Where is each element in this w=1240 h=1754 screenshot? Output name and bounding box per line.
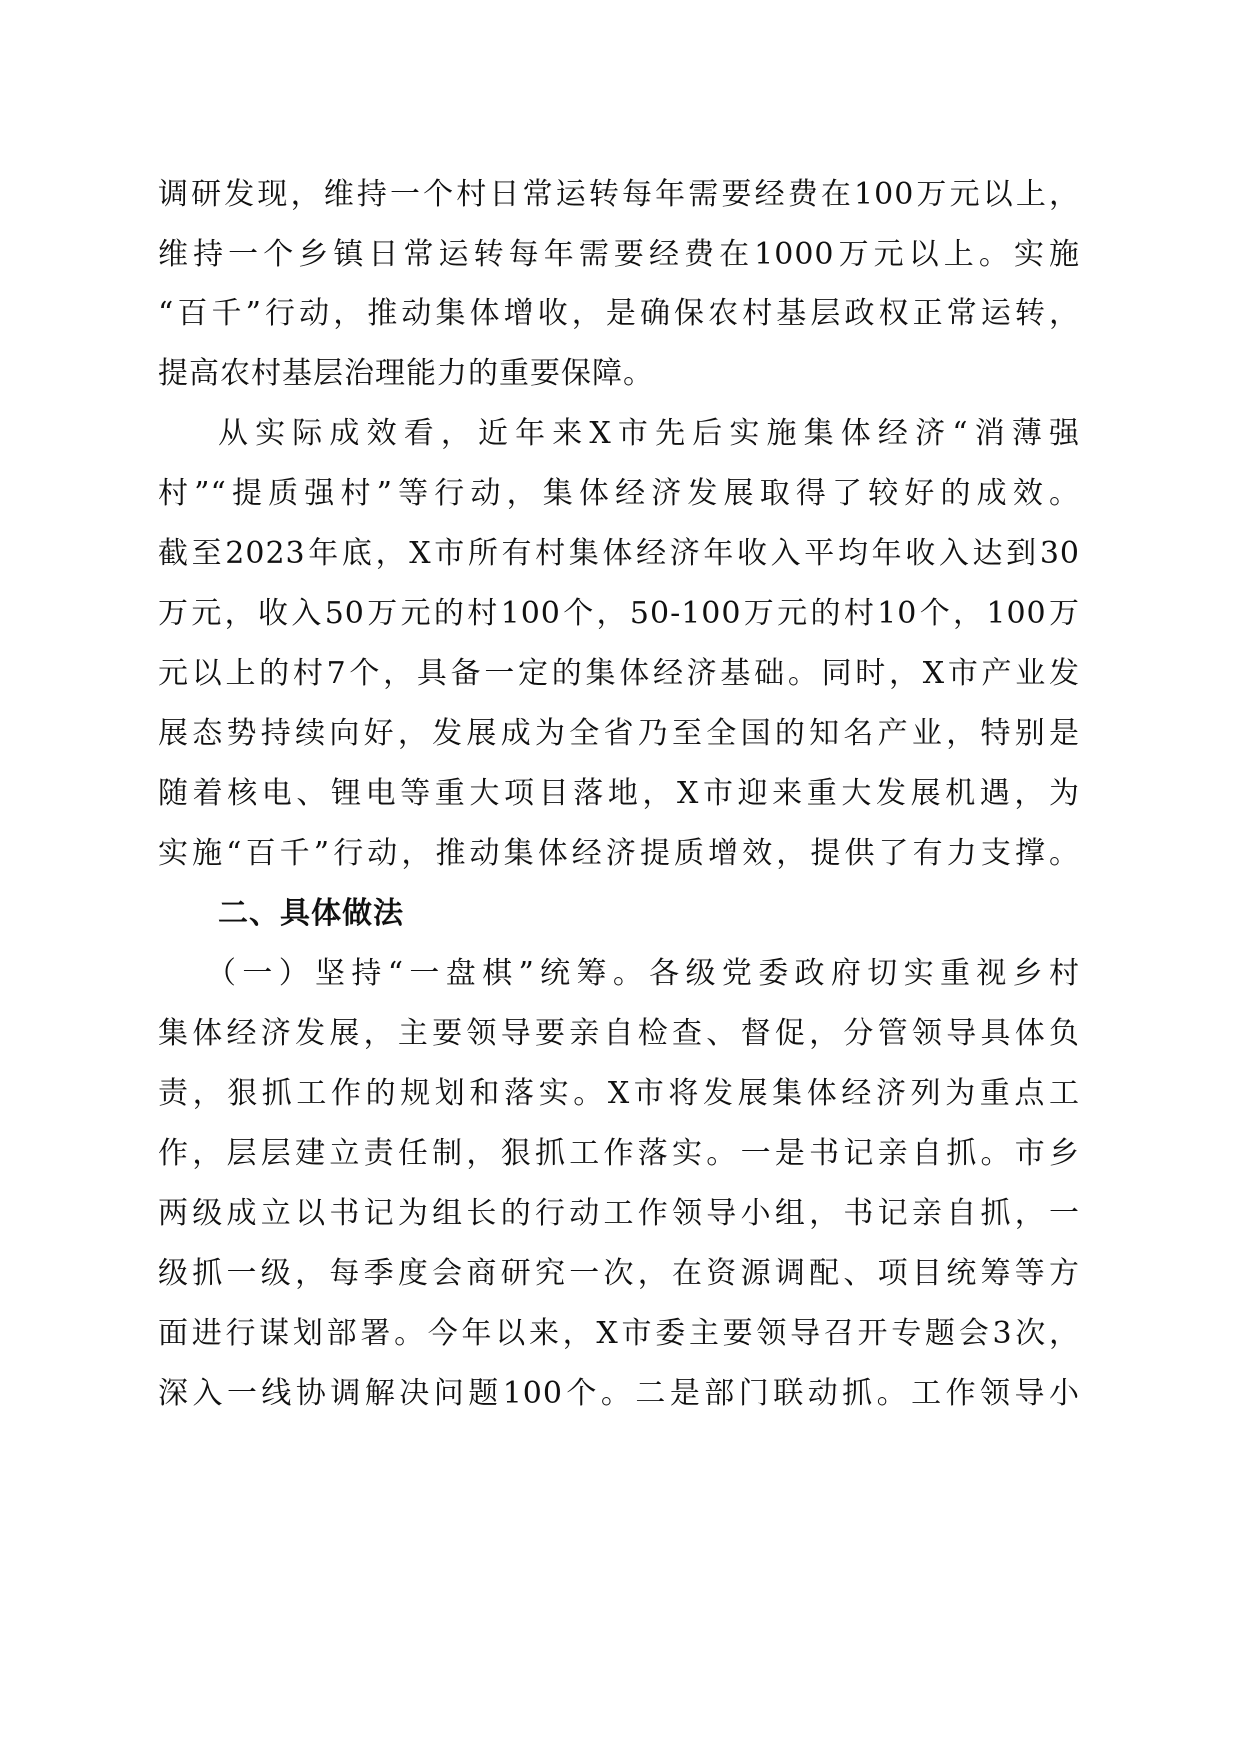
paragraph-2-line-3: 截至2023年底，X市所有村集体经济年收入平均年收入达到30 (158, 536, 1080, 571)
paragraph-1-line-1: 调研发现，维持一个村日常运转每年需要经费在100万元以上， (158, 177, 1080, 212)
paragraph-3-line-4: 作，层层建立责任制，狠抓工作落实。一是书记亲自抓。市乡 (158, 1136, 1080, 1171)
section-heading: 二、具体做法 (218, 896, 404, 931)
paragraph-3-line-2: 集体经济发展，主要领导要亲自检查、督促，分管领导具体负 (158, 1016, 1080, 1051)
paragraph-3-line-5: 两级成立以书记为组长的行动工作领导小组，书记亲自抓，一 (158, 1196, 1080, 1231)
paragraph-2-line-1: 从实际成效看，近年来X市先后实施集体经济“消薄强 (218, 416, 1080, 451)
paragraph-2-line-5: 元以上的村7个，具备一定的集体经济基础。同时，X市产业发 (158, 656, 1080, 691)
paragraph-3-line-6: 级抓一级，每季度会商研究一次，在资源调配、项目统筹等方 (158, 1256, 1080, 1291)
paragraph-2-line-2: 村”“提质强村”等行动，集体经济发展取得了较好的成效。 (158, 476, 1080, 511)
paragraph-3-line-8: 深入一线协调解决问题100个。二是部门联动抓。工作领导小 (158, 1376, 1080, 1411)
paragraph-3-line-7: 面进行谋划部署。今年以来，X市委主要领导召开专题会3次， (158, 1316, 1080, 1351)
paragraph-2-line-4: 万元，收入50万元的村100个，50-100万元的村10个，100万 (158, 596, 1080, 631)
paragraph-3-line-1: （一）坚持“一盘棋”统筹。各级党委政府切实重视乡村 (206, 956, 1080, 991)
paragraph-1-line-3: “百千”行动，推动集体增收，是确保农村基层政权正常运转， (158, 296, 1080, 331)
paragraph-2-line-8: 实施“百千”行动，推动集体经济提质增效，提供了有力支撑。 (158, 836, 1080, 871)
paragraph-2-line-7: 随着核电、锂电等重大项目落地，X市迎来重大发展机遇，为 (158, 776, 1080, 811)
paragraph-2-line-6: 展态势持续向好，发展成为全省乃至全国的知名产业，特别是 (158, 716, 1080, 751)
paragraph-1-line-4: 提高农村基层治理能力的重要保障。 (158, 356, 654, 391)
paragraph-1-line-2: 维持一个乡镇日常运转每年需要经费在1000万元以上。实施 (158, 237, 1080, 272)
paragraph-3-line-3: 责，狠抓工作的规划和落实。X市将发展集体经济列为重点工 (158, 1076, 1080, 1111)
